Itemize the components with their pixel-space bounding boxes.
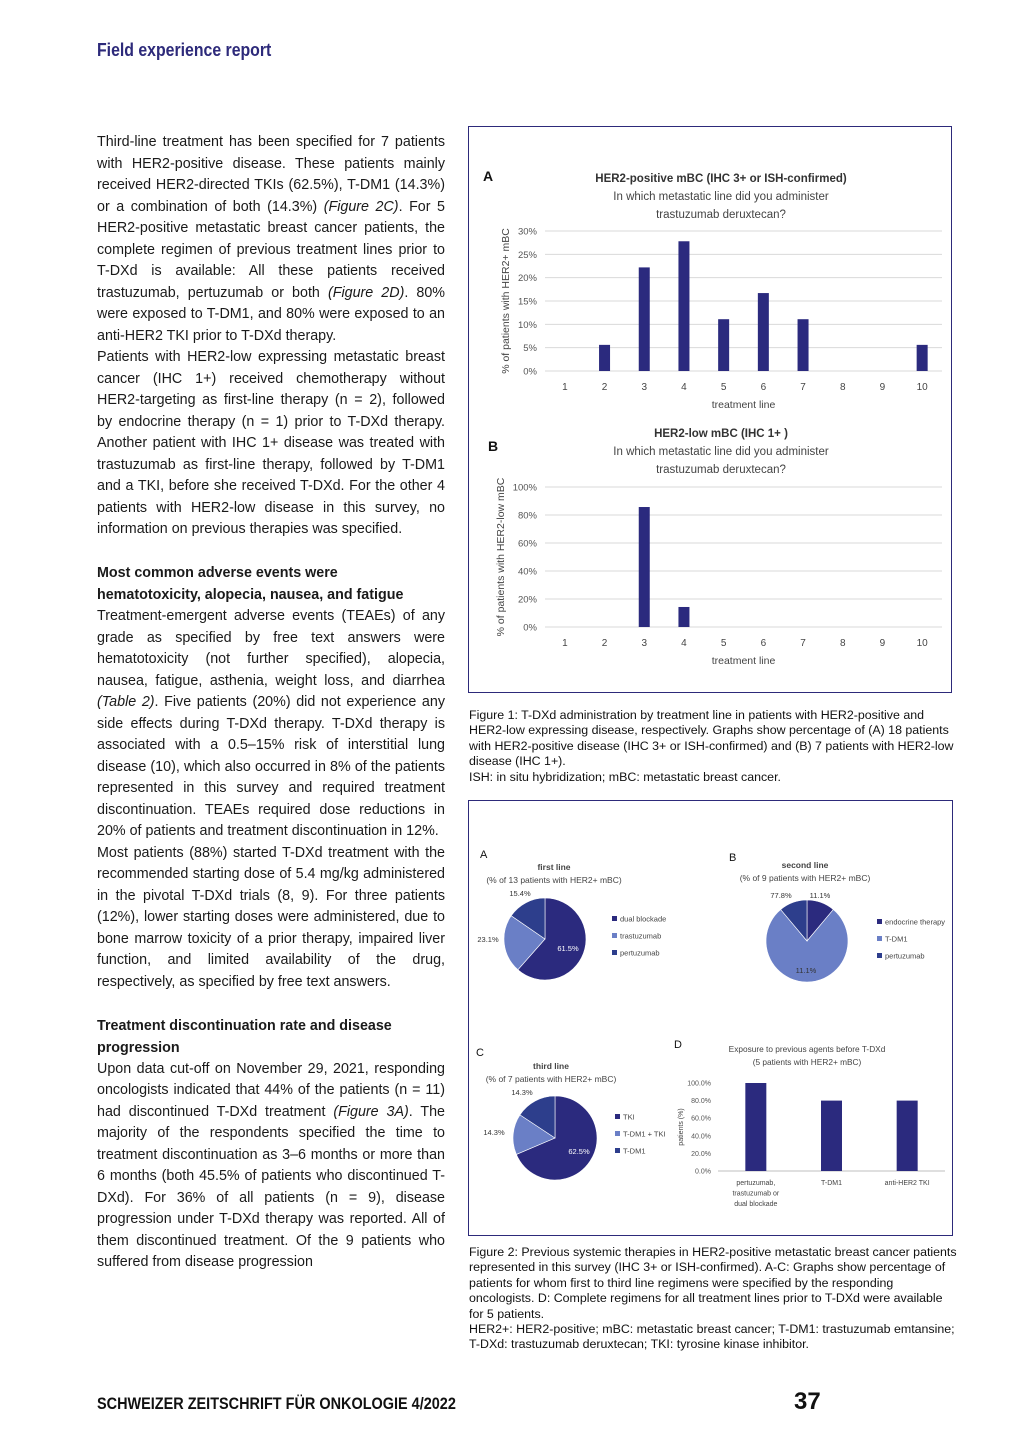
body-column: [97, 132, 445, 1274]
legend-label: endocrine therapy: [885, 917, 946, 927]
figure-2-caption: Figure 2: Previous systemic therapies in HER2-positive metastatic breast cancer patients represented in this survey (IHC 3+ or ISH-confirmed). A-C: Graphs show percentage of patients for whom first to third line regimens were specified by the responding oncologists. D: Complete regimens for all treatment lines prior to T-DXd were available for 5 patients. HER2+: HER2-positive; mBC: metastatic breast cancer; T-DM1: trastuzumab emtansine; T-DXd: trastuzumab deruxtecan; TKI: tyrosine kinase inhibitor.: [469, 1245, 957, 1352]
y-axis-label: patients (%): [678, 1108, 685, 1146]
legend-swatch: [615, 1114, 620, 1119]
x-tick-label: trastuzumab or: [732, 1190, 780, 1198]
panel-label: B: [488, 438, 499, 454]
y-tick-label: 0%: [523, 622, 537, 634]
y-tick-label: 20%: [517, 594, 537, 606]
chart-title: HER2-low mBC (IHC 1+ ): [654, 428, 788, 440]
y-tick-label: 15%: [517, 296, 537, 308]
panel-label: B: [729, 852, 737, 864]
legend-label: pertuzumab: [885, 951, 925, 961]
chart-subtitle: (% of 7 patients with HER2+ mBC): [485, 1074, 617, 1084]
chart-title: second line: [781, 860, 829, 870]
chart-subtitle: In which metastatic line did you administer: [613, 446, 829, 458]
slice-label: 23.1%: [477, 935, 499, 944]
y-tick-label: 30%: [517, 226, 537, 238]
chart-title: third line: [533, 1061, 569, 1071]
figure-2-frame: [468, 800, 953, 1236]
x-tick-label: pertuzumab,: [736, 1180, 776, 1187]
x-tick-label: dual blockade: [734, 1201, 778, 1208]
bar: [599, 345, 610, 371]
y-tick-label: 0%: [523, 366, 537, 378]
y-tick-label: 20.0%: [691, 1150, 711, 1158]
bar: [639, 507, 650, 627]
bar: [718, 319, 729, 371]
legend-swatch: [615, 1148, 620, 1153]
legend-label: dual blockade: [620, 914, 667, 924]
legend-swatch: [612, 933, 617, 938]
bar: [917, 345, 928, 371]
legend-swatch: [615, 1131, 620, 1136]
y-tick-label: 80.0%: [691, 1098, 711, 1106]
legend-swatch: [877, 919, 882, 924]
legend-label: TKI: [623, 1112, 635, 1122]
x-tick-label: 8: [839, 382, 846, 393]
y-tick-label: 5%: [523, 343, 537, 355]
y-tick-label: 10%: [517, 319, 537, 331]
x-tick-label: 3: [641, 638, 648, 649]
paragraph: Patients with HER2-low expressing metastatic breast cancer (IHC 1+) received chemotherapy without HER2-targeting as first-line therapy (n = 2), followed by endocrine therapy (n = 1) prior to T-DXd therapy. Another patient with IHC 1+ disease was treated with trastuzumab as first-line therapy, followed by T-DM1 and a TKI, before she received T-DXd. For the other 4 patients with HER2-low disease in this survey, no information on previous therapies was specified.: [97, 349, 445, 537]
bar: [678, 607, 689, 627]
x-tick-label: 7: [800, 382, 806, 393]
figure-2-charts: [469, 801, 952, 1235]
slice-label: 61.5%: [557, 944, 579, 953]
chart-title: HER2-positive mBC (IHC 3+ or ISH-confirmed): [595, 173, 847, 185]
legend-label: trastuzumab: [620, 931, 662, 941]
bar: [821, 1101, 842, 1171]
slice-label: 62.5%: [568, 1147, 590, 1156]
chart-subtitle: (% of 13 patients with HER2+ mBC): [486, 875, 622, 885]
y-tick-label: 60.0%: [691, 1115, 711, 1123]
x-tick-label: 10: [916, 638, 928, 649]
journal-footer: SCHWEIZER ZEITSCHRIFT FÜR ONKOLOGIE 4/2022: [97, 1394, 456, 1413]
x-tick-label: 5: [720, 382, 727, 393]
figure-1-charts: [469, 127, 951, 692]
slice-label: 77.8%: [770, 891, 792, 900]
legend-label: T-DM1: [623, 1146, 646, 1156]
x-tick-label: 7: [800, 638, 806, 649]
chart-subtitle: trastuzumab deruxtecan?: [656, 209, 786, 221]
section-heading: Most common adverse events were hematotoxicity, alopecia, nausea, and fatigue: [97, 565, 404, 603]
legend-swatch: [612, 916, 617, 921]
slice-label: 14.3%: [483, 1128, 505, 1137]
panel-label: C: [476, 1047, 484, 1059]
x-tick-label: 10: [916, 382, 928, 393]
paragraph: Treatment-emergent adverse events (TEAEs) of any grade as specified by free text answers were hematotoxicity (not further specified), alopecia, nausea, fatigue, asthenia, weight loss, and diarrhea (Table 2). Five patients (20%) did not experience any side effects during T-DXd therapy. T-DXd therapy is associated with a 0.5–15% risk of interstitial lung disease (10), which also occurred in 8% of the patients represented in this survey and required treatment discontinuation. TEAEs required dose reductions in 20% of patients and treatment discontinuation in 12%.: [97, 608, 445, 839]
page-number: 37: [794, 1388, 821, 1415]
x-axis-label: treatment line: [711, 399, 776, 411]
slice-label: 15.4%: [509, 889, 531, 898]
chart-subtitle: trastuzumab deruxtecan?: [656, 464, 786, 476]
x-tick-label: 2: [601, 382, 608, 393]
y-tick-label: 80%: [517, 510, 537, 522]
panel-label: D: [674, 1039, 682, 1051]
x-tick-label: anti-HER2 TKI: [884, 1180, 930, 1187]
x-tick-label: 9: [879, 638, 886, 649]
chart-title: Exposure to previous agents before T-DXd: [728, 1044, 886, 1054]
x-tick-label: 6: [760, 382, 767, 393]
x-tick-label: 2: [601, 638, 608, 649]
y-tick-label: 25%: [517, 249, 537, 261]
legend-label: T-DM1: [885, 934, 908, 944]
chart-subtitle: In which metastatic line did you administer: [613, 191, 829, 203]
y-tick-label: 0.0%: [695, 1168, 711, 1176]
bar: [678, 241, 689, 371]
slice-label: 11.1%: [809, 891, 831, 900]
y-axis-label: % of patients with HER2-low mBC: [495, 477, 507, 637]
bar: [639, 267, 650, 371]
panel-label: A: [480, 849, 488, 861]
paragraph: Third-line treatment has been specified for 7 patients with HER2-positive disease. These patients mainly received HER2-directed TKIs (62.5%), T-DM1 (14.3%) or a combination of both (14.3%) (Figure 2C). For 5 HER2-positive metastatic breast cancer patients, the complete regimen of previous treatment lines prior to T-DXd is available: All these patients received trastuzumab, pertuzumab or both (Figure 2D). 80% were exposed to T-DM1, and 80% were exposed to an anti-HER2 TKI prior to T-DXd therapy.: [97, 134, 445, 344]
chart-subtitle: (% of 9 patients with HER2+ mBC): [739, 873, 871, 883]
bar: [897, 1101, 918, 1171]
x-tick-label: 3: [641, 382, 648, 393]
x-tick-label: 4: [681, 638, 687, 649]
x-tick-label: 1: [562, 638, 568, 649]
figure-1-frame: [468, 126, 952, 693]
legend-label: pertuzumab: [620, 948, 660, 958]
x-tick-label: T-DM1: [821, 1180, 842, 1187]
panel-label: A: [483, 168, 494, 184]
section-header: Field experience report: [97, 40, 272, 60]
x-tick-label: 4: [681, 382, 687, 393]
figure-1-caption: Figure 1: T-DXd administration by treatment line in patients with HER2-positive and HER2-low expressing disease, respectively. Graphs show percentage of (A) 18 patients with HER2-positive disease (IHC 3+ or ISH-confirmed) and (B) 7 patients with HER2-low disease (IHC 1+). ISH: in situ hybridization; mBC: metastatic breast cancer.: [469, 708, 954, 784]
legend-swatch: [612, 950, 617, 955]
chart-title: first line: [537, 862, 571, 872]
y-tick-label: 60%: [517, 538, 537, 550]
y-tick-label: 100.0%: [687, 1080, 711, 1088]
chart-subtitle: (5 patients with HER2+ mBC): [752, 1057, 862, 1067]
slice-label: 14.3%: [511, 1088, 533, 1097]
paragraph: Upon data cut-off on November 29, 2021, responding oncologists indicated that 44% of the patients (n = 11) had discontinued T-DXd treatment (Figure 3A). The majority of the respondents specified the time to treatment discontinuation as 3–6 months or more than 6 months (both 45.5% of patients who discontinued T-DXd). For 36% of all patients (n = 9), disease progression under T-DXd therapy was reported. All of them discontinued treatment. Of the 9 patients who suffered from disease progression: [97, 1060, 445, 1270]
y-tick-label: 100%: [512, 482, 537, 494]
bar: [758, 293, 769, 371]
x-tick-label: 8: [839, 638, 846, 649]
bar: [798, 319, 809, 371]
paragraph: Most patients (88%) started T-DXd treatment with the recommended starting dose of 5.4 mg/kg administered in the pivotal T-DXd trials (8, 9). For three patients (12%), lower starting doses were administered, due to bone marrow toxicity of a prior therapy, impaired liver function, and limited availability of the drug, respectively, as specified by free text answers.: [97, 844, 445, 990]
x-tick-label: 6: [760, 638, 767, 649]
legend-label: T-DM1 + TKI: [623, 1129, 666, 1139]
y-tick-label: 40%: [517, 566, 537, 578]
y-tick-label: 40.0%: [691, 1133, 711, 1141]
bar: [745, 1083, 766, 1171]
legend-swatch: [877, 936, 882, 941]
x-axis-label: treatment line: [711, 655, 776, 667]
y-tick-label: 20%: [517, 273, 537, 285]
section-heading: Treatment discontinuation rate and disease progression: [97, 1017, 392, 1056]
x-tick-label: 5: [720, 638, 727, 649]
slice-label: 11.1%: [795, 966, 817, 975]
legend-swatch: [877, 953, 882, 958]
x-tick-label: 9: [879, 382, 886, 393]
y-axis-label: % of patients with HER2+ mBC: [500, 228, 512, 374]
x-tick-label: 1: [562, 382, 568, 393]
